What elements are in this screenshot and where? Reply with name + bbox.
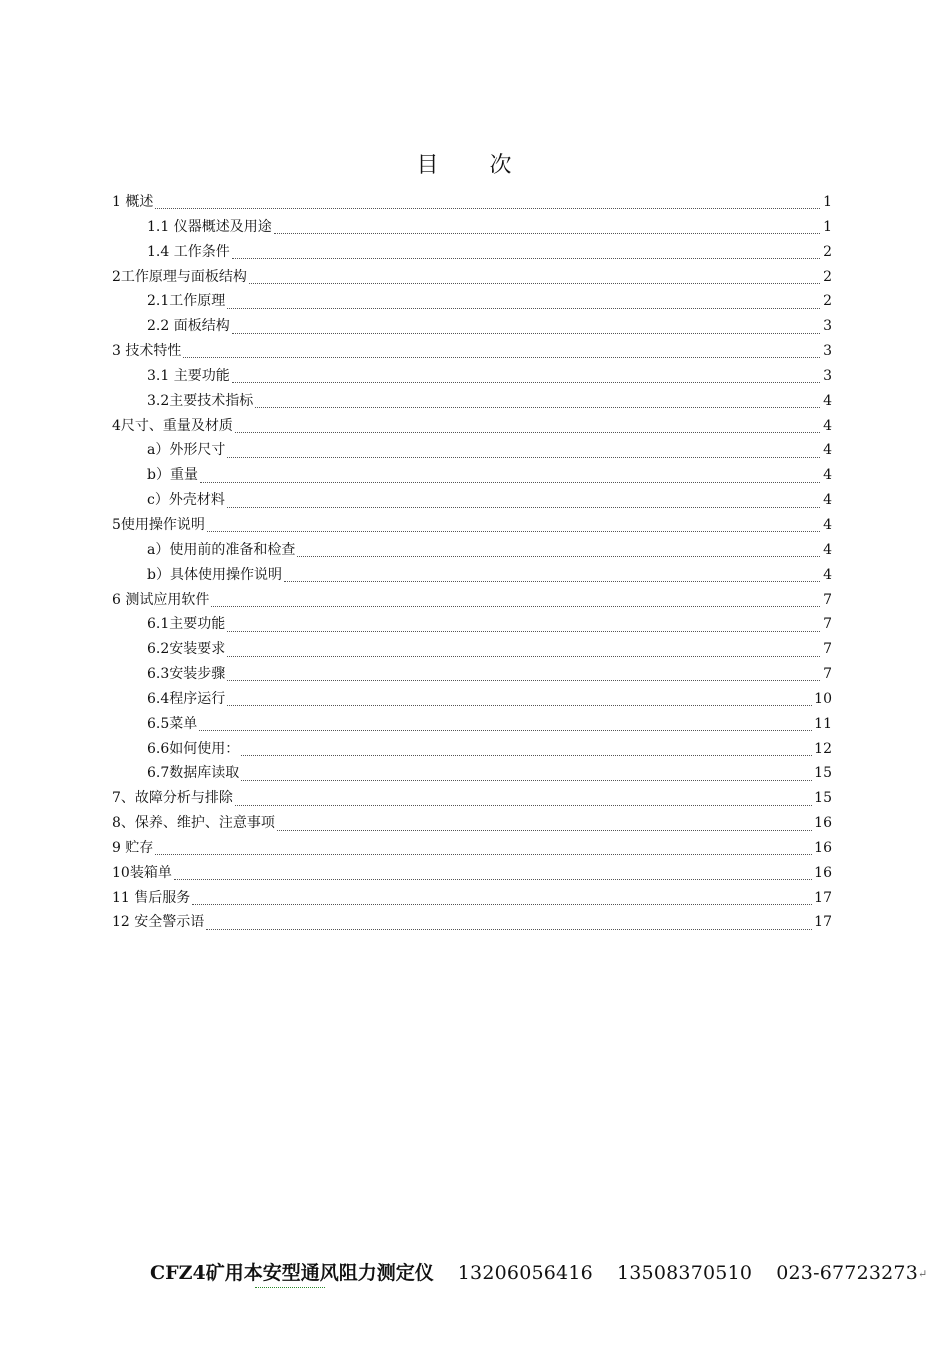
- toc-leader-dots: [183, 356, 820, 358]
- toc-leader-dots: [274, 232, 820, 234]
- toc-entry-page: 4: [823, 566, 832, 583]
- toc-entry-label: 6.6如何使用：: [147, 740, 240, 757]
- toc-entry-label: 8、保养、维护、注意事项: [112, 815, 275, 832]
- toc-entry-label: 4尺寸、重量及材质: [112, 417, 233, 434]
- toc-entry-page: 17: [814, 889, 832, 906]
- spellcheck-underline: [255, 1287, 325, 1288]
- toc-entry-page: 2: [823, 293, 832, 310]
- toc-leader-dots: [206, 928, 812, 930]
- toc-entry-page: 7: [823, 641, 832, 658]
- toc-leader-dots: [155, 207, 820, 209]
- toc-entry-page: 4: [823, 516, 832, 533]
- toc-entry-page: 2: [823, 243, 832, 260]
- toc-entry-label: 11 售后服务: [112, 889, 191, 906]
- toc-entry-page: 7: [823, 666, 832, 683]
- toc-leader-dots: [232, 381, 820, 383]
- toc-entry[interactable]: [112, 339, 832, 364]
- toc-entry-label: a）外形尺寸: [147, 442, 226, 459]
- toc-entry-page: 2: [823, 268, 832, 285]
- toc-leader-dots: [241, 754, 812, 756]
- toc-entry[interactable]: [112, 389, 832, 414]
- toc-entry[interactable]: [112, 861, 832, 886]
- toc-leader-dots: [227, 506, 820, 508]
- toc-entry[interactable]: [112, 513, 832, 538]
- toc-entry[interactable]: [112, 314, 832, 339]
- table-of-contents: [112, 190, 832, 935]
- toc-entry-label: 6.5菜单: [147, 715, 198, 732]
- toc-entry-label: 6.3安装步骤: [147, 666, 226, 683]
- toc-entry[interactable]: [112, 811, 832, 836]
- toc-entry-label: 7、故障分析与排除: [112, 790, 233, 807]
- toc-entry-label: b）重量: [147, 467, 198, 484]
- toc-entry-page: 3: [823, 343, 832, 360]
- toc-entry-page: 4: [823, 467, 832, 484]
- page-title: 目 次: [416, 153, 534, 178]
- toc-leader-dots: [227, 630, 820, 632]
- toc-leader-dots: [207, 530, 820, 532]
- toc-leader-dots: [227, 704, 812, 706]
- toc-entry[interactable]: [112, 538, 832, 563]
- toc-entry[interactable]: [112, 364, 832, 389]
- toc-entry[interactable]: [112, 215, 832, 240]
- toc-entry-page: 4: [823, 492, 832, 509]
- toc-entry-page: 10: [814, 690, 832, 707]
- toc-entry[interactable]: [112, 886, 832, 911]
- toc-entry-page: 16: [814, 839, 832, 856]
- toc-entry[interactable]: [112, 563, 832, 588]
- toc-entry-label: 6.1主要功能: [147, 616, 226, 633]
- toc-leader-dots: [232, 257, 820, 259]
- toc-entry-page: 4: [823, 417, 832, 434]
- toc-leader-dots: [199, 729, 812, 731]
- toc-leader-dots: [241, 779, 812, 781]
- toc-leader-dots: [235, 804, 812, 806]
- toc-leader-dots: [235, 431, 820, 433]
- toc-leader-dots: [227, 679, 820, 681]
- toc-leader-dots: [232, 332, 820, 334]
- toc-entry-label: 6 测试应用软件: [112, 591, 210, 608]
- toc-entry-page: 11: [814, 715, 832, 732]
- toc-entry[interactable]: [112, 588, 832, 613]
- toc-entry-label: 9 贮存: [112, 839, 154, 856]
- toc-entry-label: 2.1工作原理: [147, 293, 226, 310]
- footer-phone: 13206056416: [457, 1262, 593, 1284]
- toc-entry[interactable]: [112, 761, 832, 786]
- toc-entry-label: 3.2主要技术指标: [147, 392, 254, 409]
- toc-entry[interactable]: [112, 438, 832, 463]
- toc-entry-page: 3: [823, 318, 832, 335]
- toc-leader-dots: [255, 406, 820, 408]
- toc-entry-label: 3.1 主要功能: [147, 367, 230, 384]
- toc-entry[interactable]: [112, 737, 832, 762]
- page-footer: [150, 1258, 940, 1285]
- toc-entry-label: 12 安全警示语: [112, 914, 205, 931]
- footer-phone: 023-67723273: [776, 1262, 919, 1284]
- toc-entry-page: 1: [823, 194, 832, 210]
- footer-product-name: CFZ4矿用本安型通风阻力测定仪: [150, 1262, 434, 1284]
- toc-entry-page: 15: [814, 790, 832, 807]
- toc-entry-label: b）具体使用操作说明: [147, 566, 282, 583]
- toc-leader-dots: [200, 481, 820, 483]
- toc-entry-page: 7: [823, 591, 832, 608]
- footer-phone: 13508370510: [616, 1262, 753, 1284]
- toc-entry[interactable]: [112, 712, 832, 737]
- toc-entry[interactable]: [112, 289, 832, 314]
- toc-entry-label: 1.1 仪器概述及用途: [147, 218, 272, 235]
- toc-entry[interactable]: [112, 662, 832, 687]
- toc-leader-dots: [249, 282, 820, 284]
- toc-entry-page: 3: [823, 367, 832, 384]
- toc-entry-page: 15: [814, 765, 832, 782]
- toc-entry[interactable]: [112, 836, 832, 861]
- toc-leader-dots: [227, 456, 820, 458]
- toc-entry[interactable]: [112, 414, 832, 439]
- toc-entry[interactable]: [112, 265, 832, 290]
- toc-entry[interactable]: [112, 612, 832, 637]
- toc-entry-label: 1 概述: [112, 194, 154, 210]
- toc-entry-label: 6.7数据库读取: [147, 765, 240, 782]
- toc-entry[interactable]: [112, 488, 832, 513]
- toc-entry-label: 3 技术特性: [112, 343, 182, 360]
- toc-leader-dots: [227, 307, 820, 309]
- toc-entry-label: 2工作原理与面板结构: [112, 268, 247, 285]
- toc-entry-page: 16: [814, 864, 832, 881]
- toc-entry-label: 6.4程序运行: [147, 690, 226, 707]
- toc-leader-dots: [284, 580, 820, 582]
- toc-entry-page: 7: [823, 616, 832, 633]
- toc-entry-page: 4: [823, 392, 832, 409]
- toc-entry-page: 4: [823, 541, 832, 558]
- toc-leader-dots: [155, 853, 812, 855]
- toc-entry[interactable]: [112, 240, 832, 265]
- toc-entry[interactable]: [112, 910, 832, 935]
- toc-entry-label: 5使用操作说明: [112, 516, 205, 533]
- toc-leader-dots: [192, 903, 812, 905]
- toc-entry[interactable]: [112, 463, 832, 488]
- toc-leader-dots: [297, 555, 820, 557]
- toc-entry-page: 16: [814, 815, 832, 832]
- paragraph-mark-icon: ↵: [918, 1267, 928, 1281]
- toc-entry-label: 6.2安装要求: [147, 641, 226, 658]
- toc-leader-dots: [174, 878, 812, 880]
- toc-entry-label: a）使用前的准备和检查: [147, 541, 296, 558]
- toc-entry-label: 10装箱单: [112, 864, 172, 881]
- toc-leader-dots: [277, 829, 812, 831]
- toc-entry-label: 1.4 工作条件: [147, 243, 230, 260]
- toc-entry-page: 4: [823, 442, 832, 459]
- toc-entry[interactable]: [112, 190, 832, 215]
- toc-entry-page: 17: [814, 914, 832, 931]
- toc-entry-page: 12: [814, 740, 832, 757]
- toc-leader-dots: [211, 605, 820, 607]
- toc-leader-dots: [227, 655, 820, 657]
- toc-entry-label: 2.2 面板结构: [147, 318, 230, 335]
- toc-entry[interactable]: [112, 786, 832, 811]
- toc-entry-label: c）外壳材料: [147, 492, 225, 509]
- toc-entry[interactable]: [112, 687, 832, 712]
- toc-entry-page: 1: [823, 218, 832, 235]
- toc-entry[interactable]: [112, 637, 832, 662]
